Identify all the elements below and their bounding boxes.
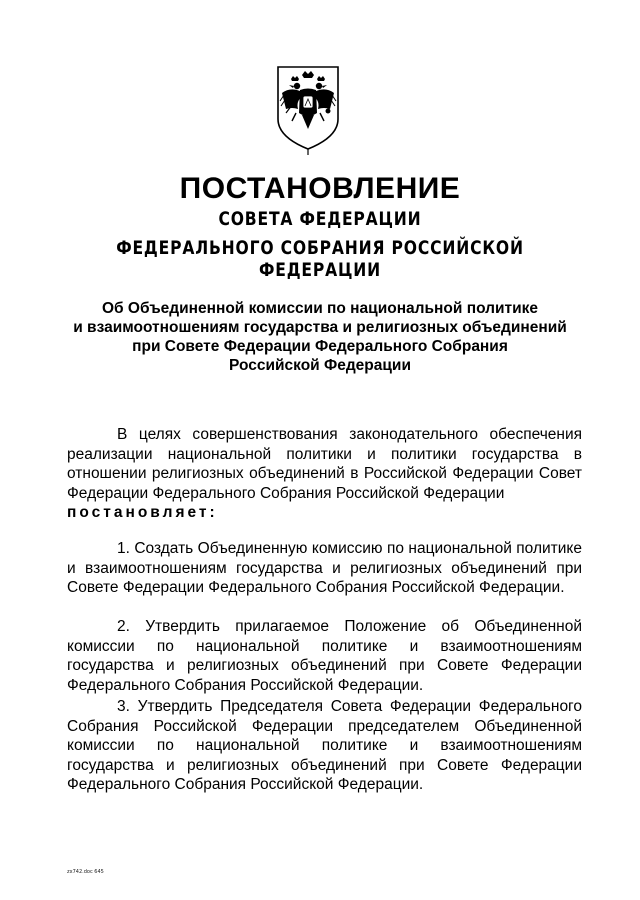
russian-coat-of-arms-icon: [272, 63, 344, 155]
issuing-body-line-1: СОВЕТА ФЕДЕРАЦИИ: [218, 208, 422, 230]
resolves-word: постановляет:: [67, 504, 218, 521]
resolution-item-3: 3. Утвердить Председателя Совета Федерации Федерального Собрания Российской Федерации председателем Объединенной комиссии по национальной политике и взаимоотношениям государства и религиозных объединений при Совете Федерации Федерального Собрания Российской Федерации.: [67, 698, 582, 793]
subject-line: Российской Федерации: [229, 357, 411, 374]
preamble-paragraph: [67, 425, 582, 523]
preamble-text: В целях совершенствования законодательного обеспечения реализации национальной политики и политики государства в отношении религиозных объединений в Российской Федерации Совет Федерации Федерального Собрания Российской Федерации: [67, 426, 582, 502]
subject-line: Об Объединенной комиссии по национальной политике: [101, 300, 539, 317]
resolution-item-1: 1. Создать Объединенную комиссию по национальной политике и взаимоотношениям государства и религиозных объединений при Совете Федерации Федерального Собрания Российской Федерации.: [67, 540, 582, 596]
subject-line: и взаимоотношениям государства и религиозных объединений: [73, 319, 567, 336]
resolution-item-2: 2. Утвердить прилагаемое Положение об Объединенной комиссии по национальной политике и взаимоотношениям государства и религиозных объединений при Совете Федерации Федерального Собрания Российской Федерации.: [67, 618, 582, 694]
file-reference: zx742.doc 645: [67, 869, 104, 875]
subject-line: при Совете Федерации Федерального Собрания: [132, 338, 508, 355]
resolution-subject: [40, 299, 600, 375]
issuing-body-line-2: ФЕДЕРАЛЬНОГО СОБРАНИЯ РОССИЙСКОЙ ФЕДЕРАЦИИ: [116, 237, 524, 281]
document-title: ПОСТАНОВЛЕНИЕ: [179, 172, 461, 205]
